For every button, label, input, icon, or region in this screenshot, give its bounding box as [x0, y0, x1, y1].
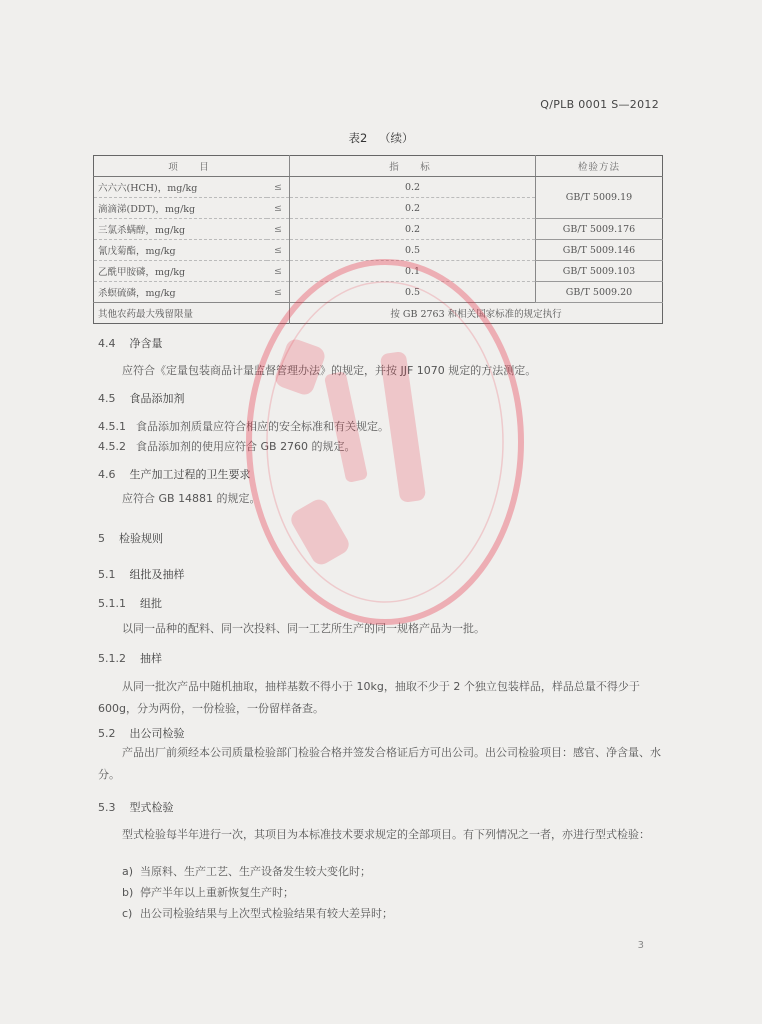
row-item: 滴滴涕(DDT)，mg/kg	[94, 198, 268, 219]
row-item: 氰戊菊酯，mg/kg	[94, 240, 268, 261]
section-number: 4.5.2	[98, 440, 126, 453]
header-indicator: 指 标	[290, 156, 536, 177]
standard-code: Q/PLB 0001 S—2012	[540, 98, 659, 111]
section-title: 净含量	[129, 337, 163, 350]
table-row	[94, 219, 663, 240]
section-4-5-2	[98, 438, 356, 454]
row-value: 按 GB 2763 和相关国家标准的规定执行	[290, 303, 663, 324]
section-4-6-heading	[98, 466, 251, 482]
section-number: 5.1	[98, 568, 116, 581]
section-5-1-1-heading	[98, 595, 162, 611]
list-label: c)	[122, 907, 133, 920]
section-number: 5.1.1	[98, 597, 126, 610]
section-number: 4.5.1	[98, 420, 126, 433]
section-4-4-heading	[98, 335, 163, 351]
section-text: 食品添加剂质量应符合相应的安全标准和有关规定。	[136, 420, 389, 433]
row-le: ≤	[267, 282, 290, 303]
row-value: 0.2	[290, 177, 536, 198]
row-item: 其他农药最大残留限量	[94, 303, 290, 324]
list-label: a)	[122, 865, 134, 878]
list-label: b)	[122, 886, 134, 899]
section-title: 组批	[140, 597, 162, 610]
section-4-4-text: 应符合《定量包装商品计量监督管理办法》的规定，并按 JJF 1070 规定的方法测定。	[122, 364, 537, 377]
section-5-3-text: 型式检验每半年进行一次，其项目为本标准技术要求规定的全部项目。有下列情况之一者，亦进行型式检验：	[122, 828, 650, 841]
page-number: 3	[637, 940, 644, 951]
row-value: 0.1	[290, 261, 536, 282]
row-method: GB/T 5009.176	[536, 219, 663, 240]
section-5-1-1-text: 以同一品种的配料、同一次投料、同一工艺所生产的同一规格产品为一批。	[122, 622, 485, 635]
table-caption	[0, 130, 762, 146]
row-item: 乙酰甲胺磷，mg/kg	[94, 261, 268, 282]
row-le: ≤	[267, 177, 290, 198]
section-title: 检验规则	[119, 532, 163, 545]
section-4-5-heading	[98, 390, 185, 406]
table-header-row	[94, 156, 663, 177]
section-text: 食品添加剂的使用应符合 GB 2760 的规定。	[136, 440, 356, 453]
row-value: 0.2	[290, 219, 536, 240]
row-le: ≤	[267, 219, 290, 240]
section-title: 型式检验	[129, 801, 174, 814]
section-5-2-text: 产品出厂前须经本公司质量检验部门检验合格并签发合格证后方可出公司。出公司检验项目：感官、净含量、水分。	[98, 746, 661, 781]
section-4-6-text: 应符合 GB 14881 的规定。	[122, 492, 261, 505]
section-number: 5.2	[98, 727, 116, 740]
row-method: GB/T 5009.19	[536, 177, 663, 219]
list-text: 出公司检验结果与上次型式检验结果有较大差异时；	[140, 907, 393, 920]
row-method: GB/T 5009.146	[536, 240, 663, 261]
list-item	[122, 882, 393, 903]
section-5-heading	[98, 530, 163, 546]
table-row	[94, 261, 663, 282]
row-value: 0.5	[290, 282, 536, 303]
section-5-1-2-text: 从同一批次产品中随机抽取，抽样基数不得小于 10kg，抽取不少于 2 个独立包装样品，样品总量不得少于 600g，分为两份，一份检验，一份留样备查。	[98, 680, 640, 715]
table-title-suffix: （续）	[378, 131, 414, 145]
table-row	[94, 282, 663, 303]
residue-limits-table	[93, 155, 663, 324]
section-4-5-1	[98, 418, 389, 434]
section-number: 4.6	[98, 468, 116, 481]
section-number: 5	[98, 532, 105, 545]
row-item: 六六六(HCH)，mg/kg	[94, 177, 268, 198]
section-5-3-heading	[98, 799, 174, 815]
row-le: ≤	[267, 261, 290, 282]
list-text: 当原料、生产工艺、生产设备发生较大变化时；	[140, 865, 371, 878]
section-5-1-2-heading	[98, 650, 162, 666]
row-method: GB/T 5009.20	[536, 282, 663, 303]
row-item: 三氯杀螨醇，mg/kg	[94, 219, 268, 240]
condition-list	[122, 861, 393, 924]
section-number: 5.1.2	[98, 652, 126, 665]
section-number: 4.5	[98, 392, 116, 405]
section-title: 生产加工过程的卫生要求	[129, 468, 251, 481]
table-row	[94, 177, 663, 198]
section-title: 组批及抽样	[129, 568, 185, 581]
table-row-other	[94, 303, 663, 324]
row-value: 0.2	[290, 198, 536, 219]
row-le: ≤	[267, 240, 290, 261]
table-row	[94, 240, 663, 261]
section-5-1-heading	[98, 566, 185, 582]
section-title: 食品添加剂	[129, 392, 185, 405]
row-method: GB/T 5009.103	[536, 261, 663, 282]
table-title: 表2	[348, 131, 368, 145]
list-item	[122, 861, 393, 882]
list-item	[122, 903, 393, 924]
row-le: ≤	[267, 198, 290, 219]
row-item: 杀螟硫磷，mg/kg	[94, 282, 268, 303]
section-title: 抽样	[140, 652, 162, 665]
section-number: 5.3	[98, 801, 116, 814]
header-item: 项 目	[94, 156, 290, 177]
header-method: 检验方法	[536, 156, 663, 177]
section-number: 4.4	[98, 337, 116, 350]
row-value: 0.5	[290, 240, 536, 261]
list-text: 停产半年以上重新恢复生产时；	[140, 886, 294, 899]
section-5-2-heading	[98, 725, 185, 741]
section-title: 出公司检验	[129, 727, 185, 740]
